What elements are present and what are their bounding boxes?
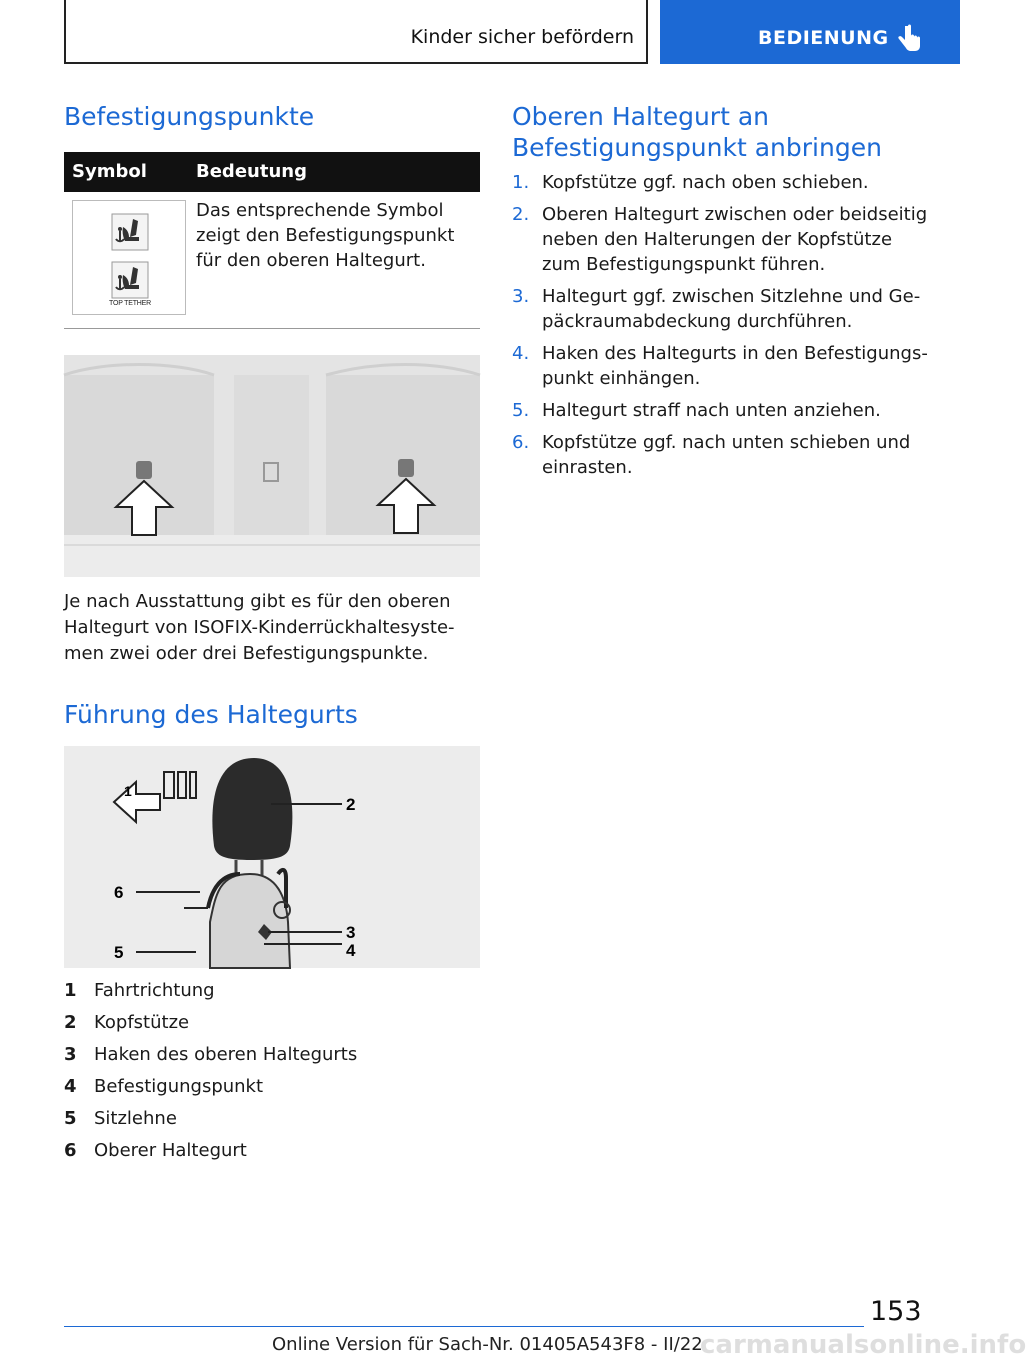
legend-item: 4 Befestigungspunkt (64, 1076, 264, 1097)
step-item: 5. Haltegurt straff nach unten anziehen. (512, 400, 881, 421)
heading-fuehrung-haltegurt: Führung des Haltegurts (64, 700, 358, 729)
diagram-label-5: 5 (114, 943, 124, 962)
table-header-meaning: Bedeutung (196, 161, 307, 182)
page-number: 153 (870, 1296, 922, 1327)
diagram-label-6: 6 (114, 883, 124, 902)
legend-item: 1 Fahrtrichtung (64, 980, 215, 1001)
table-header-symbol: Symbol (72, 161, 147, 182)
table-header (64, 152, 480, 192)
legend-item: 2 Kopfstütze (64, 1012, 190, 1033)
step-item: 3. Haltegurt ggf. zwischen Sitzlehne und Ge- päckraumabdeckung durchführen. (512, 286, 921, 332)
heading-haltegurt-anbringen: Oberen Haltegurt an Befestigungspunkt anbringen (512, 102, 882, 162)
table-meaning-text: Das entsprechende Symbol zeigt den Befestigungspunkt für den oberen Haltegurt. (196, 200, 455, 271)
symbol-cell (72, 200, 186, 315)
diagram-label-1: 1 (124, 783, 132, 799)
diagram-legend (64, 980, 480, 1172)
step-item: 6. Kopfstütze ggf. nach unten schieben und einrasten. (512, 432, 911, 478)
child-seat-anchor-icon (111, 213, 149, 251)
footer-version-text: Online Version für Sach-Nr. 01405A543F8 - II/22 (272, 1334, 703, 1355)
top-tether-caption: TOP TETHER (109, 300, 151, 307)
tether-routing-diagram (64, 746, 480, 968)
top-tether-icon (111, 261, 149, 299)
anchor-points-photo (64, 355, 480, 577)
step-item: 2. Oberen Haltegurt zwischen oder beidseitig neben den Halterungen der Kopfstütze zum Befestigungspunkt führen. (512, 204, 928, 275)
installation-steps (512, 170, 928, 487)
footer-rule (64, 1326, 864, 1327)
diagram-label-3: 3 (346, 923, 356, 942)
heading-befestigungspunkte: Befestigungspunkte (64, 102, 315, 131)
table-bottom-rule (64, 328, 480, 329)
diagram-label-4: 4 (346, 941, 356, 960)
watermark: carmanualsonline.info (700, 1330, 1026, 1360)
step-item: 1. Kopfstütze ggf. nach oben schieben. (512, 172, 869, 193)
header-section-title: Kinder sicher befördern (410, 26, 634, 48)
legend-item: 3 Haken des oberen Haltegurts (64, 1044, 358, 1065)
pointing-hand-icon (896, 24, 922, 54)
step-item: 4. Haken des Haltegurts in den Befestigungs- punkt einhängen. (512, 343, 928, 389)
header-chapter-label: BEDIENUNG (758, 27, 889, 49)
legend-item: 5 Sitzlehne (64, 1108, 177, 1129)
header-section-box (64, 0, 648, 64)
tether-routing-illustration (64, 746, 480, 968)
diagram-label-2: 2 (346, 795, 356, 814)
anchor-points-illustration (64, 355, 480, 577)
legend-item: 6 Oberer Haltegurt (64, 1140, 247, 1161)
anchor-points-paragraph: Je nach Ausstattung gibt es für den oberen Haltegurt von ISOFIX-Kinderrückhaltesyste- men zwei oder drei Befestigungspunkte. (64, 591, 455, 664)
